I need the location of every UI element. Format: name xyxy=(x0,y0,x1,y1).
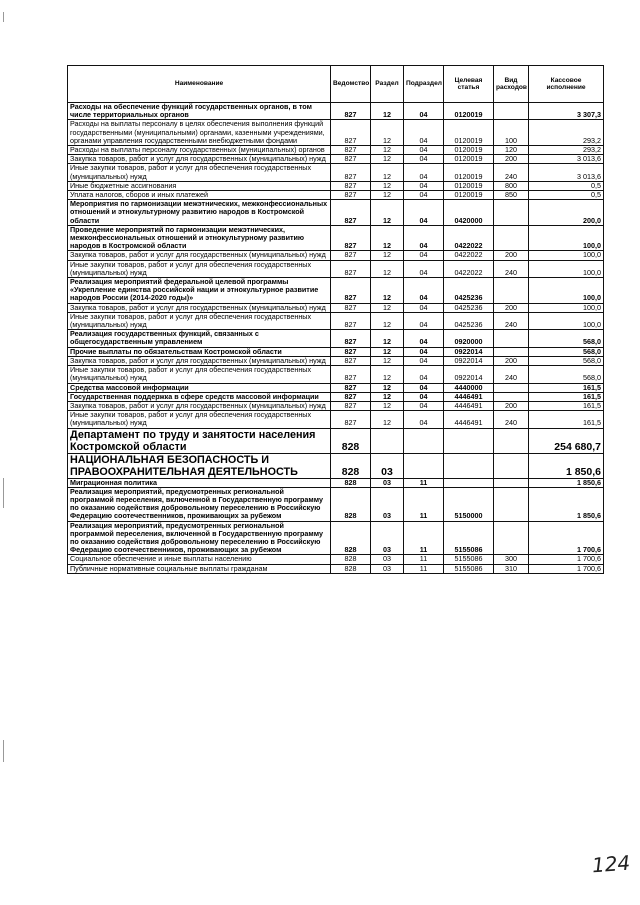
row-razdel: 12 xyxy=(371,251,404,260)
row-name: Средства массовой информации xyxy=(68,383,331,392)
row-razdel: 12 xyxy=(371,164,404,181)
row-podrazdel: 04 xyxy=(404,303,444,312)
row-vedomstvo: 827 xyxy=(331,401,371,410)
row-vedomstvo: 827 xyxy=(331,347,371,356)
row-vid-raskhodov xyxy=(494,392,529,401)
row-razdel: 12 xyxy=(371,356,404,365)
row-name: Закупка товаров, работ и услуг для государственных (муниципальных) нужд xyxy=(68,356,331,365)
row-razdel: 12 xyxy=(371,260,404,277)
row-vedomstvo: 827 xyxy=(331,191,371,200)
row-vid-raskhodov: 200 xyxy=(494,401,529,410)
row-vedomstvo: 827 xyxy=(331,330,371,347)
table-row xyxy=(68,251,604,260)
row-podrazdel: 04 xyxy=(404,312,444,329)
row-razdel: 12 xyxy=(371,200,404,226)
row-vid-raskhodov xyxy=(494,453,529,478)
row-vid-raskhodov xyxy=(494,383,529,392)
row-amount: 293,2 xyxy=(529,120,604,146)
table-header-row xyxy=(68,66,604,103)
row-vedomstvo: 828 xyxy=(331,453,371,478)
row-vedomstvo: 828 xyxy=(331,428,371,453)
row-podrazdel xyxy=(404,428,444,453)
row-vedomstvo: 827 xyxy=(331,392,371,401)
row-razdel: 12 xyxy=(371,383,404,392)
row-celevaya-statya: 0425236 xyxy=(444,278,494,304)
row-celevaya-statya: 0425236 xyxy=(444,303,494,312)
table-row xyxy=(68,383,604,392)
row-vid-raskhodov: 100 xyxy=(494,120,529,146)
row-podrazdel: 04 xyxy=(404,347,444,356)
row-vedomstvo: 827 xyxy=(331,278,371,304)
row-vid-raskhodov xyxy=(494,278,529,304)
row-vid-raskhodov xyxy=(494,103,529,120)
row-celevaya-statya: 0422022 xyxy=(444,251,494,260)
row-podrazdel: 04 xyxy=(404,401,444,410)
table-row xyxy=(68,366,604,383)
row-vedomstvo: 828 xyxy=(331,521,371,555)
row-amount: 100,0 xyxy=(529,278,604,304)
row-vid-raskhodov: 240 xyxy=(494,164,529,181)
row-podrazdel: 04 xyxy=(404,356,444,365)
row-name: Проведение мероприятий по гармонизации межэтнических, межконфессиональных отношений и этнокультурному развитию народов в Костромской области xyxy=(68,225,331,251)
row-razdel: 03 xyxy=(371,453,404,478)
table-row xyxy=(68,164,604,181)
table-row xyxy=(68,103,604,120)
row-celevaya-statya: 0425236 xyxy=(444,312,494,329)
row-vedomstvo: 828 xyxy=(331,555,371,564)
row-podrazdel: 11 xyxy=(404,521,444,555)
row-razdel: 12 xyxy=(371,411,404,428)
row-vid-raskhodov xyxy=(494,225,529,251)
row-amount: 161,5 xyxy=(529,392,604,401)
header-vid-raskhodov: Вид расходов xyxy=(494,66,529,103)
row-razdel: 12 xyxy=(371,181,404,190)
row-name: Департамент по труду и занятости населения Костромской области xyxy=(68,428,331,453)
row-celevaya-statya xyxy=(444,453,494,478)
row-vid-raskhodov: 200 xyxy=(494,155,529,164)
row-amount: 3 307,3 xyxy=(529,103,604,120)
row-podrazdel: 11 xyxy=(404,487,444,521)
row-celevaya-statya: 4446491 xyxy=(444,411,494,428)
row-name: Закупка товаров, работ и услуг для государственных (муниципальных) нужд xyxy=(68,401,331,410)
row-razdel: 03 xyxy=(371,521,404,555)
budget-table xyxy=(67,65,604,574)
table-row xyxy=(68,356,604,365)
row-name: Реализация государственных функций, связанных с общегосударственным управлением xyxy=(68,330,331,347)
row-vedomstvo: 827 xyxy=(331,383,371,392)
row-vedomstvo: 827 xyxy=(331,366,371,383)
header-podrazdel: Подраздел xyxy=(404,66,444,103)
row-vid-raskhodov xyxy=(494,478,529,487)
row-name: Закупка товаров, работ и услуг для государственных (муниципальных) нужд xyxy=(68,303,331,312)
row-celevaya-statya: 0120019 xyxy=(444,164,494,181)
table-row xyxy=(68,487,604,521)
budget-sheet xyxy=(67,65,603,574)
row-celevaya-statya: 0120019 xyxy=(444,146,494,155)
row-celevaya-statya: 0120019 xyxy=(444,181,494,190)
row-amount: 1 850,6 xyxy=(529,487,604,521)
row-podrazdel: 04 xyxy=(404,366,444,383)
table-row xyxy=(68,191,604,200)
row-podrazdel: 04 xyxy=(404,146,444,155)
table-row xyxy=(68,146,604,155)
row-razdel: 12 xyxy=(371,225,404,251)
row-vedomstvo: 827 xyxy=(331,164,371,181)
row-vedomstvo: 827 xyxy=(331,181,371,190)
table-row xyxy=(68,155,604,164)
row-razdel: 12 xyxy=(371,347,404,356)
header-kassovoe-ispolnenie: Кассовое исполнение xyxy=(529,66,604,103)
row-name: Закупка товаров, работ и услуг для государственных (муниципальных) нужд xyxy=(68,155,331,164)
row-podrazdel: 04 xyxy=(404,191,444,200)
header-vedomstvo: Ведомство xyxy=(331,66,371,103)
row-vedomstvo: 828 xyxy=(331,487,371,521)
row-amount: 100,0 xyxy=(529,312,604,329)
row-name: Уплата налогов, сборов и иных платежей xyxy=(68,191,331,200)
row-amount: 568,0 xyxy=(529,366,604,383)
page-number: 124 xyxy=(591,850,631,878)
row-name: Закупка товаров, работ и услуг для государственных (муниципальных) нужд xyxy=(68,251,331,260)
row-vid-raskhodov: 120 xyxy=(494,146,529,155)
row-razdel: 12 xyxy=(371,146,404,155)
row-vid-raskhodov xyxy=(494,330,529,347)
row-amount: 161,5 xyxy=(529,401,604,410)
header-razdel: Раздел xyxy=(371,66,404,103)
row-vedomstvo: 828 xyxy=(331,478,371,487)
row-celevaya-statya: 0920000 xyxy=(444,330,494,347)
row-vedomstvo: 827 xyxy=(331,303,371,312)
row-vedomstvo: 827 xyxy=(331,260,371,277)
row-amount: 0,5 xyxy=(529,191,604,200)
row-name: Социальное обеспечение и иные выплаты населению xyxy=(68,555,331,564)
row-name: Публичные нормативные социальные выплаты гражданам xyxy=(68,564,331,573)
row-name: Расходы на выплаты персоналу государственных (муниципальных) органов xyxy=(68,146,331,155)
row-amount: 161,5 xyxy=(529,383,604,392)
row-name: Иные закупки товаров, работ и услуг для обеспечения государственных (муниципальных) нужд xyxy=(68,366,331,383)
row-vedomstvo: 827 xyxy=(331,155,371,164)
row-vid-raskhodov xyxy=(494,428,529,453)
row-podrazdel: 11 xyxy=(404,478,444,487)
table-row xyxy=(68,392,604,401)
table-row xyxy=(68,312,604,329)
row-vid-raskhodov: 800 xyxy=(494,181,529,190)
row-razdel: 12 xyxy=(371,191,404,200)
row-vid-raskhodov: 240 xyxy=(494,366,529,383)
row-amount: 100,0 xyxy=(529,303,604,312)
row-vedomstvo: 827 xyxy=(331,225,371,251)
row-vid-raskhodov: 200 xyxy=(494,251,529,260)
table-row xyxy=(68,401,604,410)
row-name: НАЦИОНАЛЬНАЯ БЕЗОПАСНОСТЬ И ПРАВООХРАНИТЕЛЬНАЯ ДЕЯТЕЛЬНОСТЬ xyxy=(68,453,331,478)
row-name: Реализация мероприятий, предусмотренных региональной программой переселения, включенной в Государственную программу по оказанию содействия добровольному переселению в Российскую Федерацию соотечественников, проживающих за рубежом xyxy=(68,487,331,521)
table-row xyxy=(68,453,604,478)
row-amount: 0,5 xyxy=(529,181,604,190)
row-podrazdel: 04 xyxy=(404,164,444,181)
row-razdel: 12 xyxy=(371,155,404,164)
row-celevaya-statya: 5155086 xyxy=(444,521,494,555)
table-row xyxy=(68,521,604,555)
row-podrazdel: 04 xyxy=(404,200,444,226)
row-amount: 1 700,6 xyxy=(529,521,604,555)
row-vedomstvo: 827 xyxy=(331,312,371,329)
row-vid-raskhodov: 240 xyxy=(494,312,529,329)
row-name: Иные закупки товаров, работ и услуг для обеспечения государственных (муниципальных) нужд xyxy=(68,164,331,181)
row-celevaya-statya: 0922014 xyxy=(444,347,494,356)
row-vid-raskhodov xyxy=(494,200,529,226)
row-amount: 1 850,6 xyxy=(529,453,604,478)
row-razdel: 12 xyxy=(371,120,404,146)
row-name: Расходы на обеспечение функций государственных органов, в том числе территориальных органов xyxy=(68,103,331,120)
row-razdel: 03 xyxy=(371,478,404,487)
row-vedomstvo: 828 xyxy=(331,564,371,573)
row-name: Иные закупки товаров, работ и услуг для обеспечения государственных (муниципальных) нужд xyxy=(68,411,331,428)
row-vedomstvo: 827 xyxy=(331,103,371,120)
row-vid-raskhodov xyxy=(494,347,529,356)
row-name: Миграционная политика xyxy=(68,478,331,487)
row-name: Иные закупки товаров, работ и услуг для обеспечения государственных (муниципальных) нужд xyxy=(68,260,331,277)
row-podrazdel: 04 xyxy=(404,278,444,304)
row-vid-raskhodov xyxy=(494,521,529,555)
row-vid-raskhodov: 310 xyxy=(494,564,529,573)
row-amount: 3 013,6 xyxy=(529,164,604,181)
row-vedomstvo: 827 xyxy=(331,120,371,146)
row-celevaya-statya: 5155086 xyxy=(444,555,494,564)
row-name: Реализация мероприятий, предусмотренных региональной программой переселения, включенной в Государственную программу по оказанию содействия добровольному переселению в Российскую Федерацию соотечественников, проживающих за рубежом xyxy=(68,521,331,555)
row-razdel: 12 xyxy=(371,366,404,383)
table-row xyxy=(68,181,604,190)
row-razdel: 03 xyxy=(371,487,404,521)
table-row xyxy=(68,411,604,428)
table-row xyxy=(68,478,604,487)
row-name: Государственная поддержка в сфере средств массовой информации xyxy=(68,392,331,401)
row-amount: 1 700,6 xyxy=(529,564,604,573)
row-celevaya-statya: 0120019 xyxy=(444,191,494,200)
row-razdel: 03 xyxy=(371,555,404,564)
row-vedomstvo: 827 xyxy=(331,411,371,428)
row-podrazdel: 04 xyxy=(404,181,444,190)
table-row xyxy=(68,260,604,277)
row-razdel xyxy=(371,428,404,453)
row-amount: 161,5 xyxy=(529,411,604,428)
row-razdel: 12 xyxy=(371,330,404,347)
table-body xyxy=(68,103,604,574)
row-celevaya-statya: 0422022 xyxy=(444,260,494,277)
row-podrazdel: 04 xyxy=(404,225,444,251)
row-name: Прочие выплаты по обязательствам Костромской области xyxy=(68,347,331,356)
row-vid-raskhodov xyxy=(494,487,529,521)
row-podrazdel: 11 xyxy=(404,555,444,564)
row-name: Реализация мероприятий федеральной целевой программы «Укрепление единства российской нации и этнокультурное развитие народов России (2014-2020 годы)» xyxy=(68,278,331,304)
row-razdel: 12 xyxy=(371,278,404,304)
row-name: Расходы на выплаты персоналу в целях обеспечения выполнения функций государственными (муниципальными) органами, казенными учреждениями, органами управления государственными внебюджетными фондами xyxy=(68,120,331,146)
row-podrazdel: 04 xyxy=(404,260,444,277)
row-name: Иные закупки товаров, работ и услуг для обеспечения государственных (муниципальных) нужд xyxy=(68,312,331,329)
table-row xyxy=(68,555,604,564)
row-podrazdel: 11 xyxy=(404,564,444,573)
table-row xyxy=(68,278,604,304)
row-vid-raskhodov: 200 xyxy=(494,303,529,312)
row-razdel: 12 xyxy=(371,401,404,410)
row-celevaya-statya: 5155086 xyxy=(444,564,494,573)
row-amount: 100,0 xyxy=(529,251,604,260)
row-amount: 1 850,6 xyxy=(529,478,604,487)
row-celevaya-statya: 0120019 xyxy=(444,103,494,120)
row-celevaya-statya: 0922014 xyxy=(444,356,494,365)
row-celevaya-statya xyxy=(444,478,494,487)
row-vedomstvo: 827 xyxy=(331,146,371,155)
row-razdel: 12 xyxy=(371,103,404,120)
row-amount: 100,0 xyxy=(529,260,604,277)
row-celevaya-statya: 0420000 xyxy=(444,200,494,226)
header-name: Наименование xyxy=(68,66,331,103)
row-celevaya-statya: 0422022 xyxy=(444,225,494,251)
table-row xyxy=(68,347,604,356)
row-vid-raskhodov: 300 xyxy=(494,555,529,564)
row-celevaya-statya: 0120019 xyxy=(444,120,494,146)
row-name: Иные бюджетные ассигнования xyxy=(68,181,331,190)
row-amount: 200,0 xyxy=(529,200,604,226)
row-celevaya-statya: 5150000 xyxy=(444,487,494,521)
row-amount: 254 680,7 xyxy=(529,428,604,453)
row-vid-raskhodov: 240 xyxy=(494,260,529,277)
table-row xyxy=(68,303,604,312)
row-celevaya-statya xyxy=(444,428,494,453)
table-row xyxy=(68,225,604,251)
row-amount: 568,0 xyxy=(529,356,604,365)
row-amount: 1 700,6 xyxy=(529,555,604,564)
row-vedomstvo: 827 xyxy=(331,356,371,365)
row-podrazdel: 04 xyxy=(404,330,444,347)
row-podrazdel xyxy=(404,453,444,478)
row-vedomstvo: 827 xyxy=(331,251,371,260)
row-podrazdel: 04 xyxy=(404,383,444,392)
row-podrazdel: 04 xyxy=(404,155,444,164)
table-row xyxy=(68,564,604,573)
row-celevaya-statya: 0120019 xyxy=(444,155,494,164)
table-row xyxy=(68,120,604,146)
row-amount: 3 013,6 xyxy=(529,155,604,164)
table-row xyxy=(68,200,604,226)
row-vid-raskhodov: 850 xyxy=(494,191,529,200)
row-podrazdel: 04 xyxy=(404,411,444,428)
row-celevaya-statya: 4446491 xyxy=(444,401,494,410)
row-razdel: 12 xyxy=(371,392,404,401)
row-podrazdel: 04 xyxy=(404,103,444,120)
header-celevaya-statya: Целевая статья xyxy=(444,66,494,103)
row-podrazdel: 04 xyxy=(404,392,444,401)
row-amount: 293,2 xyxy=(529,146,604,155)
row-celevaya-statya: 4446491 xyxy=(444,392,494,401)
row-podrazdel: 04 xyxy=(404,120,444,146)
row-razdel: 03 xyxy=(371,564,404,573)
row-podrazdel: 04 xyxy=(404,251,444,260)
row-vid-raskhodov: 240 xyxy=(494,411,529,428)
row-vid-raskhodov: 200 xyxy=(494,356,529,365)
row-amount: 568,0 xyxy=(529,347,604,356)
row-amount: 100,0 xyxy=(529,225,604,251)
row-celevaya-statya: 0922014 xyxy=(444,366,494,383)
table-row xyxy=(68,428,604,453)
row-celevaya-statya: 4440000 xyxy=(444,383,494,392)
row-amount: 568,0 xyxy=(529,330,604,347)
table-row xyxy=(68,330,604,347)
row-razdel: 12 xyxy=(371,312,404,329)
row-name: Мероприятия по гармонизации межэтнических, межконфессиональных отношений и этнокультурному развитию народов в Костромской области xyxy=(68,200,331,226)
row-vedomstvo: 827 xyxy=(331,200,371,226)
left-margin-marks xyxy=(3,0,7,905)
row-razdel: 12 xyxy=(371,303,404,312)
